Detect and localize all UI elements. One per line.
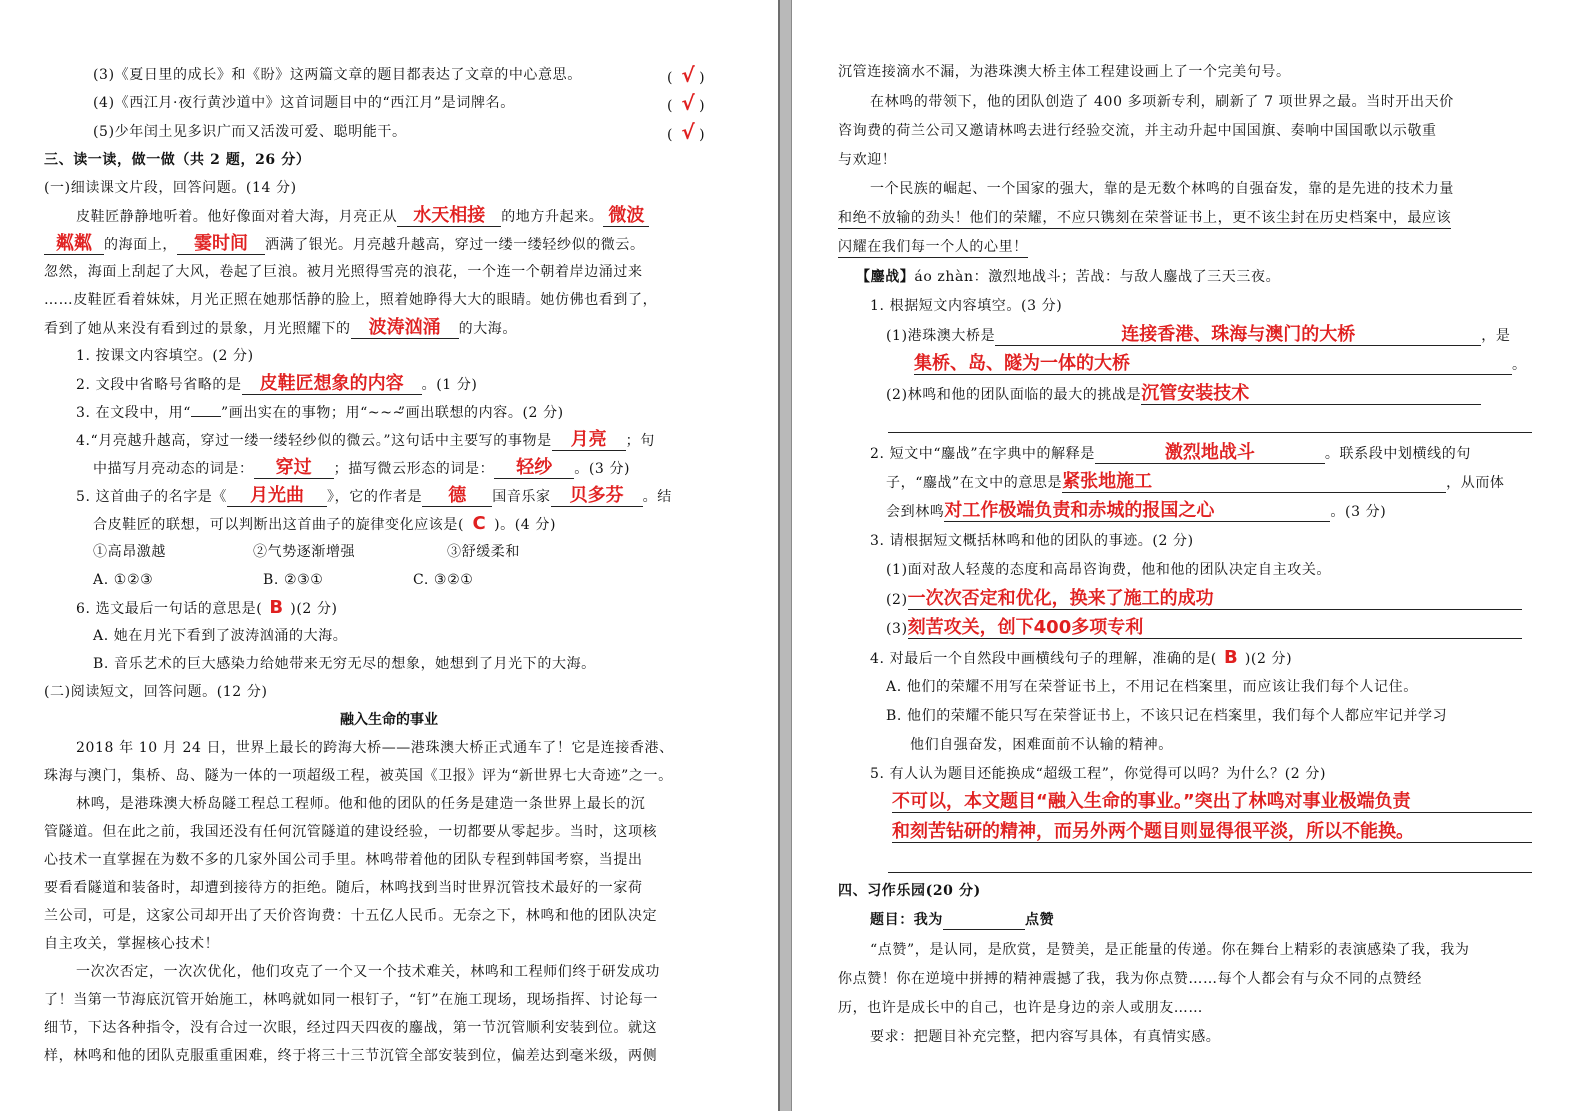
r-question-2: 2. 短文中“鏖战”在字典中的解释是 激烈地战斗 。联系段中划横线的句 <box>870 442 1471 463</box>
q5-option-3: ③舒缓柔和 <box>447 544 520 560</box>
answer-blank-2a: 微波 <box>603 206 649 227</box>
section-3-title: 三、读一读，做一做（共 2 题，26 分） <box>44 152 311 168</box>
r-question-1: 1. 根据短文内容填空。(3 分) <box>870 298 1063 314</box>
section-4-title: 四、习作乐园(20 分) <box>838 883 981 899</box>
essay-line: 细节，下达各种指令，没有合过一次眼，经过四天四夜的鏖战，第一节沉管顺利安装到位。就这 <box>44 1020 658 1036</box>
r-q5-answer-line-1: 不可以，本文题目“融入生命的事业。”突出了林鸣对事业极端负责 <box>892 792 1532 813</box>
r-q4-option-b-cont: 他们自强奋发，困难面前不认输的精神。 <box>910 737 1173 753</box>
r-q2-answer-3: 对工作极端负责和赤城的报国之心 <box>944 501 1330 522</box>
writing-topic: 题目：我为 点赞 <box>870 912 1055 928</box>
passage-line-2: 粼粼 的海面上， 霎时间 洒满了银光。月亮越升越高，穿过一缕一缕轻纱似的微云。 <box>44 234 645 255</box>
answer-blank-1: 水天相接 <box>397 206 501 227</box>
q4-answer-1: 月亮 <box>552 430 626 451</box>
passage-line-1: 皮鞋匠静静地听着。他好像面对着大海，月亮正从 水天相接 的地方升起来。 微波 <box>76 206 649 227</box>
part-1-title: (一)细读课文片段，回答问题。(14 分) <box>44 180 297 196</box>
passage-line-3: 忽然，海面上刮起了大风，卷起了巨浪。被月光照得雪亮的浪花，一个连一个朝着岸边涌过来 <box>44 264 643 280</box>
q5-choice-a: A. ①②③ <box>93 572 154 588</box>
question-5: 5. 这首曲子的名字是《 月光曲 》，它的作者是 德 国音乐家 贝多芬 。结 <box>76 485 672 506</box>
question-5-cont: 合皮鞋匠的联想，可以判断出这首曲子的旋律变化应该是( C )。(4 分) <box>93 513 557 534</box>
essay-line: 管隧道。但在此之前，我国还没有任何沉管隧道的建设经验，一切都要从零起步。当时，这项核 <box>44 824 658 840</box>
q5-option-2: ②气势逐渐增强 <box>253 544 356 560</box>
passage-line-4: ……皮鞋匠看着妹妹，月光正照在她那恬静的脸上，照着她睁得大大的眼睛。她仿佛也看到了， <box>44 292 658 308</box>
answer-blank-3: 霎时间 <box>177 234 265 255</box>
essay-line: 珠海与澳门，集桥、岛、隧为一体的一项超级工程，被英国《卫报》评为“新世界七大奇迹”之一。 <box>44 768 673 784</box>
writing-prompt-line: 你点赞！你在逆境中拼搏的精神震撼了我，我为你点赞……每个人都会有与众不同的点赞经 <box>838 971 1422 987</box>
essay-line: 林鸣，是港珠澳大桥岛隧工程总工程师。他和他的团队的任务是建造一条世界上最长的沉 <box>76 796 646 812</box>
question-4: 4.“月亮越升越高，穿过一缕一缕轻纱似的微云。”这句话中主要写的事物是 月亮 ；句 <box>76 429 655 450</box>
gloss: 【鏖战】áo zhàn：激烈地战斗；苦战：与敌人鏖战了三天三夜。 <box>856 269 1281 285</box>
r-question-1-2: (2)林鸣和他的团队面临的最大的挑战是沉管安装技术 <box>886 384 1481 405</box>
question-6: 6. 选文最后一句话的意思是( B )(2 分) <box>76 597 338 618</box>
answer-blank-4: 波涛汹涌 <box>351 318 459 339</box>
writing-prompt-line: “点赞”，是认同，是欣赏，是赞美，是正能量的传递。你在舞台上精彩的表演感染了我，我为 <box>870 942 1470 958</box>
essay-line: 样，林鸣和他的团队克服重重困难，终于将三十三节沉管全部安装到位，偏差达到毫米级，两侧 <box>44 1048 658 1064</box>
q6-option-b: B. 音乐艺术的巨大感染力给她带来无穷无尽的想象，她想到了月光下的大海。 <box>93 656 596 672</box>
judge-answer-3: ( √ ) <box>667 63 705 87</box>
r-q4-option-b: B. 他们的荣耀不能只写在荣誉证书上，不该只记在档案里，我们每个人都应牢记并学习 <box>886 708 1448 724</box>
question-3: 3. 在文段中，用“ ”画出实在的事物；用“~~~”画出联想的内容。(2 分) <box>76 402 564 423</box>
q5-answer-3: 贝多芬 <box>551 486 643 507</box>
essay-cont-line: 咨询费的荷兰公司又邀请林鸣去进行经验交流，并主动升起中国国旗、奏响中国国歌以示敬重 <box>838 123 1437 139</box>
q5-answer-4: C <box>472 513 486 534</box>
essay-line: 自主攻关，掌握核心技术！ <box>44 936 220 952</box>
r-q5-answer-line-2: 和刻苦钻研的精神，而另外两个题目则显得很平淡，所以不能换。 <box>892 822 1532 843</box>
essay-cont-line: 沉管连接滴水不漏，为港珠澳大桥主体工程建设画上了一个完美句号。 <box>838 64 1291 80</box>
r-question-3: 3. 请根据短文概括林鸣和他的团队的事迹。(2 分) <box>870 533 1194 549</box>
answer-blank-2b: 粼粼 <box>44 234 104 255</box>
q2-answer: 皮鞋匠想象的内容 <box>242 374 422 395</box>
writing-prompt-line: 历，也许是成长中的自己，也许是身边的亲人或朋友…… <box>838 1000 1203 1016</box>
right-page <box>792 0 1577 1111</box>
r-question-4: 4. 对最后一个自然段中画横线句子的理解，准确的是( B )(2 分) <box>870 647 1293 668</box>
r-q2-answer-2: 紧张地施工 <box>1062 472 1446 493</box>
judge-answer-5: ( √ ) <box>667 120 705 144</box>
q6-answer: B <box>269 597 284 618</box>
essay-cont-line: 一个民族的崛起、一个国家的强大，靠的是无数个林鸣的自强奋发，靠的是先进的技术力量 <box>870 181 1454 197</box>
judge-answer-4: ( √ ) <box>667 91 705 115</box>
underlined-sentence: 和绝不放输的劲头！他们的荣耀，不应只镌刻在荣誉证书上，更不该尘封在历史档案中，最应该 <box>838 208 1451 229</box>
r-question-1-1: (1)港珠澳大桥是 连接香港、珠海与澳门的大桥 ，是 <box>886 324 1511 345</box>
r-question-5: 5. 有人认为题目还能换成“超级工程”，你觉得可以吗？为什么？(2 分) <box>870 766 1327 782</box>
q5-choice-b: B. ②③① <box>263 572 324 588</box>
essay-line: 了！当第一节海底沉管开始施工，林鸣就如同一根钉子，“钉”在施工现场，现场指挥、讨论每一 <box>44 992 659 1008</box>
essay-line: 要看看隧道和装备时，却遭到接待方的拒绝。随后，林鸣找到当时世界沉管技术最好的一家荷 <box>44 880 643 896</box>
judge-item-5: (5)少年闰土见多识广而又活泼可爱、聪明能干。 <box>93 124 407 140</box>
r-q3-item-3: (3)刻苦攻关，创下400多项专利 <box>886 618 1522 639</box>
r-q3-item-1: (1)面对敌人轻蔑的态度和高昂咨询费，他和他的团队决定自主攻关。 <box>886 562 1332 578</box>
r-q3-answer-3: 刻苦攻关，创下400多项专利 <box>908 618 1522 639</box>
r-q1-1-answer-1: 连接香港、珠海与澳门的大桥 <box>995 325 1481 346</box>
q5-answer-1: 月光曲 <box>227 486 327 507</box>
q4-answer-3: 轻纱 <box>494 458 574 479</box>
essay-title: 融入生命的事业 <box>340 712 438 728</box>
essay-line: 一次次否定，一次次优化，他们攻克了一个又一个技术难关，林鸣和工程师们终于研发成功 <box>76 964 660 980</box>
essay-cont-line: 在林鸣的带领下，他的团队创造了 400 多项新专利，刷新了 7 项世界之最。当时开出天价 <box>870 94 1454 110</box>
essay-cont-line: 与欢迎！ <box>838 152 897 168</box>
judge-item-3: (3)《夏日里的成长》和《盼》这两篇文章的题目都表达了文章的中心意思。 <box>93 67 582 83</box>
r-q3-answer-2: 一次次否定和优化，换来了施工的成功 <box>908 589 1522 610</box>
r-q4-option-a: A. 他们的荣耀不用写在荣誉证书上，不用记在档案里，而应该让我们每个人记住。 <box>886 679 1418 695</box>
q5-option-1: ①高昂激越 <box>93 544 166 560</box>
r-q3-item-2: (2)一次次否定和优化，换来了施工的成功 <box>886 589 1522 610</box>
question-2: 2. 文段中省略号省略的是 皮鞋匠想象的内容 。(1 分) <box>76 373 478 394</box>
essay-line: 心技术一直掌握在为数不多的几家外国公司手里。林鸣带着他的团队专程到韩国考察，当提出 <box>44 852 643 868</box>
underlined-sentence: 闪耀在我们每一个人的心里！ <box>838 237 1028 258</box>
q5-answer-2: 德 <box>422 486 492 507</box>
question-1: 1. 按课文内容填空。(2 分) <box>76 348 254 364</box>
left-page <box>0 0 778 1111</box>
r-question-2-cont: 子，“鏖战”在文中的意思是紧张地施工 ，从而体 <box>886 471 1505 492</box>
r-q1-1-answer-2: 集桥、岛、隧为一体的大桥 <box>914 354 1512 375</box>
r-q2-answer-1: 激烈地战斗 <box>1095 443 1325 464</box>
q4-answer-2: 穿过 <box>254 458 334 479</box>
r-q4-answer: B <box>1224 647 1238 668</box>
r-q1-2-answer: 沉管安装技术 <box>1141 384 1481 405</box>
part-2-title: (二)阅读短文，回答问题。(12 分) <box>44 684 268 700</box>
passage-line-5: 看到了她从来没有看到过的景象，月光照耀下的 波涛汹涌 的大海。 <box>44 317 518 338</box>
essay-line: 2018 年 10 月 24 日，世界上最长的跨海大桥——港珠澳大桥正式通车了！它是连接香港、 <box>76 740 674 756</box>
page-gutter <box>778 0 792 1111</box>
essay-line: 兰公司，可是，这家公司却开出了天价咨询费：十五亿人民币。无奈之下，林鸣和他的团队决定 <box>44 908 658 924</box>
question-4-cont: 中描写月亮动态的词是： 穿过 ；描写微云形态的词是： 轻纱 。(3 分) <box>93 457 631 478</box>
q5-choice-c: C. ③②① <box>413 572 474 588</box>
r-question-2-cont2: 会到林鸣对工作极端负责和赤城的报国之心 。(3 分) <box>886 500 1387 521</box>
r-question-1-1-cont: 集桥、岛、隧为一体的大桥 。 <box>914 353 1527 374</box>
writing-requirement: 要求：把题目补充完整，把内容写具体，有真情实感。 <box>870 1029 1221 1045</box>
q6-option-a: A. 她在月光下看到了波涛汹涌的大海。 <box>93 628 348 644</box>
judge-item-4: (4)《西江月·夜行黄沙道中》这首词题目中的“西江月”是词牌名。 <box>93 95 515 111</box>
